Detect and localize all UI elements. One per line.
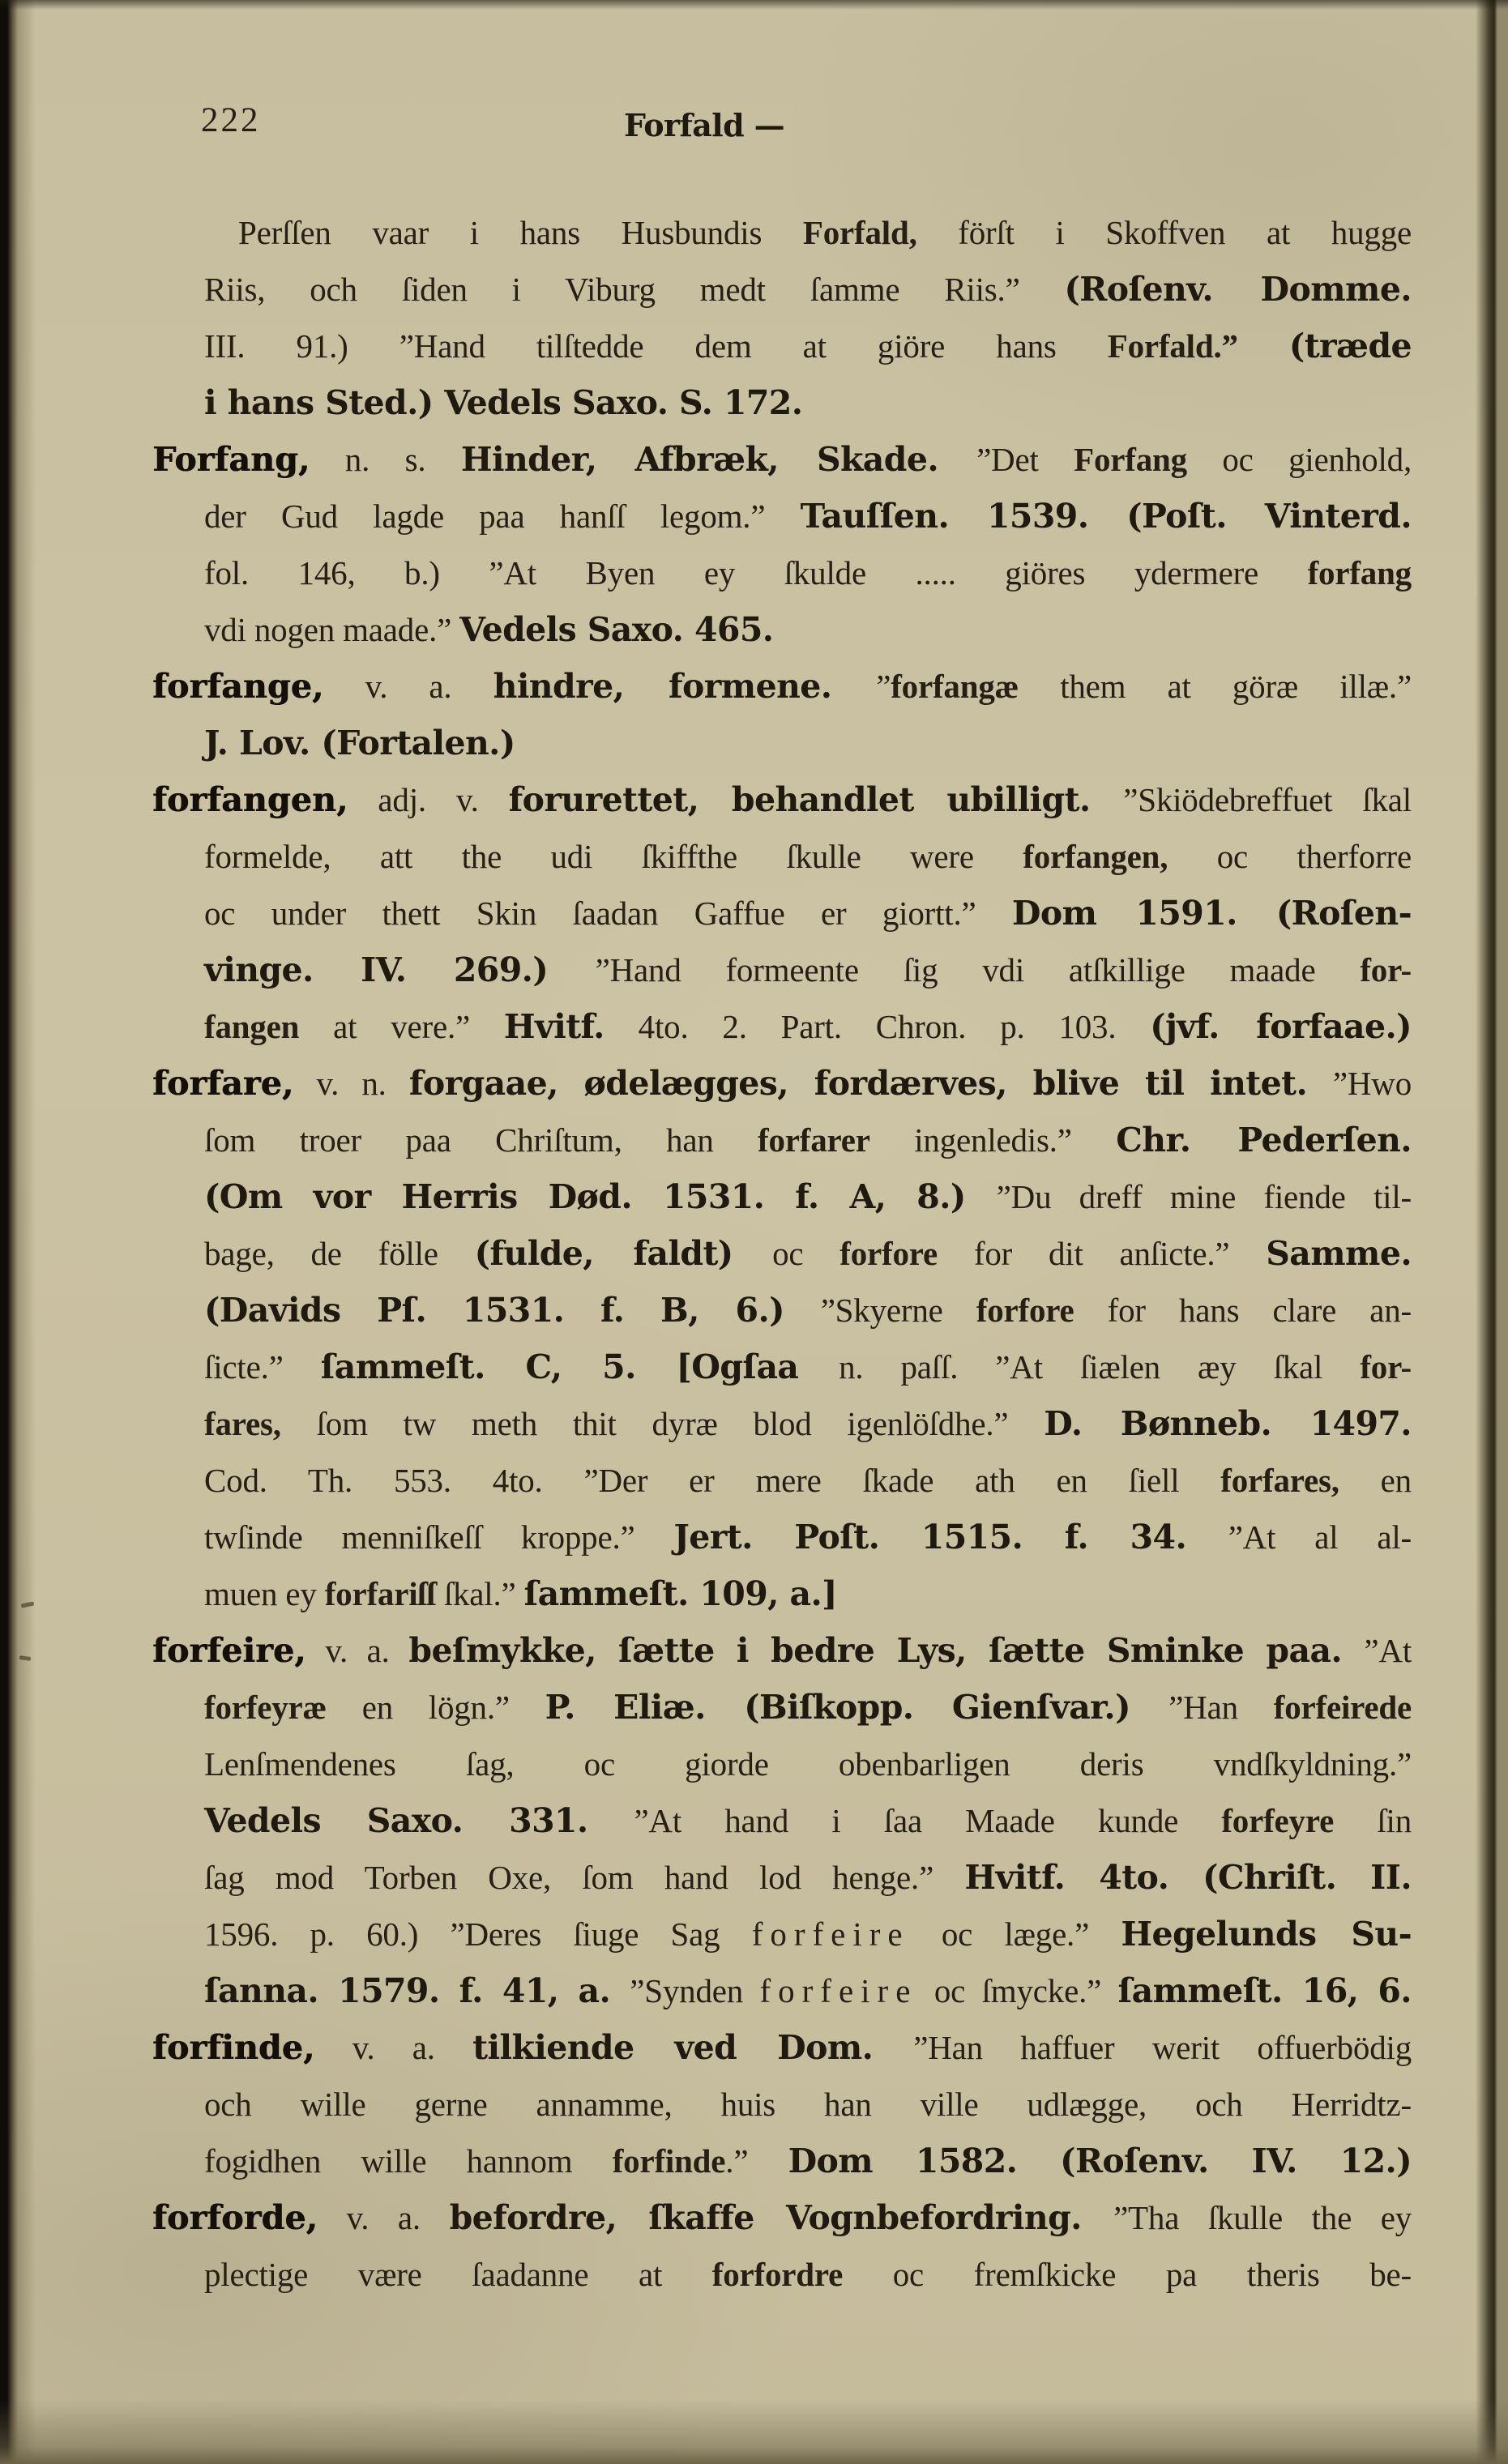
text-run: fol. 146, b.) ”At Byen ey ſkulde ..... giöres ydermere [204,554,1308,591]
text-run: ”Hwo [1332,1065,1412,1102]
text-run: 4to. 2. Part. Chron. p. 103. [604,1008,1151,1045]
text-run: oc fremſkicke pa theris be- [843,2256,1412,2293]
text-run: förſt i Skoffven at hugge [916,214,1412,251]
text-run: beſmykke, ſætte i bedre Lys, ſætte Sminke paa. [408,1631,1365,1670]
entry-headword: forfange, [152,667,324,706]
text-run: forgaae, ødelægges, fordærves, blive til intet. [408,1064,1333,1103]
page-edge-right [1476,0,1508,2464]
text-run: III. 91.) ”Hand tilſtedde dem at giöre hans [204,327,1108,365]
text-run: forfinde [612,2142,726,2180]
text-run: och wille gerne annamme, huis han ville udlægge, och Herridtz- [204,2086,1412,2123]
text-run: adj. v. [348,781,509,818]
text-run: ſkal.” [435,1575,524,1612]
text-run: ” [876,668,891,705]
text-run: forfeyre [1221,1802,1335,1839]
text-line [152,1225,1412,1282]
page-gutter-shadow [0,0,36,2464]
text-run: v. a. [318,2199,450,2236]
text-run: ”Tha ſkulle the ey [1113,2199,1412,2236]
text-line [152,715,1412,771]
text-run: Perſſen vaar i hans Husbundis [238,214,803,251]
text-line [152,1055,1412,1112]
text-run: v. a. [323,668,493,705]
page-number: 222 [201,101,261,139]
text-run: hindre, formene. [493,667,877,706]
text-run: ”At [1364,1632,1412,1669]
text-run: Tauſſen. 1539. (Poſt. Vinterd. [800,497,1412,536]
text-run: ſammeſt. C, 5. [Ogſaa [320,1347,839,1386]
text-run: 1596. p. 60.) ”Deres ſiuge Sag [204,1915,752,1953]
text-line [152,2133,1412,2189]
text-run: ſammeſt. 16, 6. [1117,1971,1412,2010]
text-line [152,1792,1412,1849]
text-run: Forfald.” [1107,327,1238,365]
text-line [152,1282,1412,1339]
text-line [152,658,1412,715]
text-run: forfeire [759,1972,918,2009]
running-header: Forfald — [624,107,785,143]
text-line [152,261,1412,318]
text-run: bage, de fölle [204,1235,475,1272]
text-run: Hegelunds Su- [1121,1915,1412,1954]
text-run: Hinder, Afbræk, Skade. [460,440,977,479]
text-run: P. Eliæ. (Biſkopp. Gienſvar.) [545,1688,1169,1727]
text-run: v. a. [314,2029,473,2066]
page-edge-top [0,0,1508,10]
text-run: ”Du dreff mine fiende til- [996,1178,1412,1215]
text-run: (fulde, faldt) [474,1234,773,1273]
text-run: oc under thett Skin ſaadan Gaffue er giortt.” [204,895,1012,932]
text-run: forfangæ [891,668,1019,705]
text-run: v. n. [293,1065,409,1102]
entry-headword: forfinde, [152,2028,315,2067]
text-line [152,431,1412,488]
text-run: for hans clare an- [1074,1292,1412,1329]
text-run: Hvitf. [503,1007,604,1046]
text-run: plectige være ſaadanne at [204,2256,712,2293]
text-run: Dom 1591. (Roſen- [1011,894,1412,933]
text-run: formelde, att the udi ſkiffthe ſkulle were [204,838,1023,875]
entry-headword: forforde, [152,2198,318,2237]
text-run: Cod. Th. 553. 4to. ”Der er mere ſkade ath en ſiell [204,1462,1221,1499]
text-run: them at göræ illæ.” [1019,668,1412,705]
text-run: i hans Sted.) Vedels Saxo. S. 172. [204,383,803,422]
text-line [152,828,1412,885]
text-run: oc læge.” [909,1915,1121,1953]
text-line [152,1622,1412,1679]
text-line [152,1679,1412,1736]
text-run: for dit anſicte.” [938,1235,1267,1272]
text-line [152,1112,1412,1168]
text-run: ”Han haffuer werit offuerbödig [913,2029,1412,2066]
text-line [152,488,1412,544]
text-line [152,998,1412,1055]
text-run [1238,327,1289,365]
text-run: ”Det [976,441,1074,478]
text-run: .” [725,2142,788,2180]
text-line [152,2019,1412,2076]
text-run: (træde [1288,327,1412,365]
text-run: oc therforre [1168,838,1412,875]
text-run: fogidhen wille hannom [204,2142,613,2180]
text-line [152,1339,1412,1395]
text-line [152,942,1412,998]
text-run: en [1339,1462,1412,1499]
entry-headword: forfare, [152,1064,294,1103]
text-run: forfore [839,1235,938,1272]
text-run: Forfald, [802,214,917,251]
text-line [152,318,1412,374]
text-line [152,1395,1412,1452]
text-run: Dom 1582. (Roſenv. IV. 12.) [788,2142,1412,2180]
text-line [152,1962,1412,2019]
text-run: n. paſſ. ”At ſiælen æy ſkal [839,1348,1361,1386]
text-run: ”Skyerne [820,1292,976,1329]
text-run: Lenſmendenes ſag, oc giorde obenbarligen deris vndſkyldning.” [204,1745,1412,1783]
text-line [152,2189,1412,2246]
text-run: n. s. [310,441,461,478]
text-run: befordre, ſkaffe Vognbefordring. [449,2198,1114,2237]
text-run: D. Bønneb. 1497. [1044,1404,1412,1443]
text-run: forfangen, [1023,838,1168,875]
text-line [152,1849,1412,1906]
text-run: (Davids Pſ. 1531. f. B, 6.) [204,1291,821,1330]
text-line [152,544,1412,601]
text-run: Riis, och ſiden i Viburg medt ſamme Riis.” [204,271,1065,308]
text-run: forfordre [711,2256,844,2293]
text-run: twſinde menniſkeſſ kroppe.” [204,1518,674,1556]
text-run: oc gienhold, [1186,441,1412,478]
text-run: vinge. IV. 269.) [204,950,596,989]
text-run: for- [1360,1348,1412,1386]
text-run: forfang [1307,554,1412,591]
text-line [152,2076,1412,2133]
text-run: ”Hand formeente ſig vdi atſkillige maade [595,951,1361,989]
text-run: (Om vor Herris Død. 1531. f. A, 8.) [204,1177,997,1216]
text-run: ſammeſt. 109, a.] [523,1574,837,1613]
text-run: ”Synden [630,1972,760,2009]
text-run: forfariſſ [324,1575,436,1612]
text-run: v. a. [305,1632,409,1669]
text-run: (jvf. forfaae.) [1150,1007,1412,1046]
text-block [152,204,1412,2303]
text-run: ingenledis.” [869,1121,1117,1159]
text-run: ſicte.” [204,1348,321,1386]
text-run: oc ſmycke.” [917,1972,1118,2009]
text-line [152,2246,1412,2303]
text-run: ”At al al- [1228,1518,1412,1556]
entry-headword: forfangen, [152,780,348,819]
text-run: for- [1360,951,1412,989]
text-line [152,601,1412,658]
text-run: ſanna. 1579. f. 41, a. [204,1971,630,2010]
text-line [152,374,1412,431]
text-line [152,1168,1412,1225]
text-run: at vere.” [299,1008,504,1045]
text-line [152,1906,1412,1962]
text-run: ”At hand i ſaa Maade kunde [634,1802,1222,1839]
text-run: forfarer [758,1121,870,1159]
text-run: oc [772,1235,840,1272]
text-run: vdi nogen maade.” [204,611,460,648]
text-run: der Gud lagde paa hanſſ legom.” [204,497,801,535]
text-line [152,771,1412,828]
text-run: ſin [1334,1802,1412,1839]
text-line [152,1452,1412,1509]
text-run: forurettet, behandlet ubilligt. [508,780,1124,819]
text-run: forfeirede [1273,1689,1412,1726]
text-run: ”Han [1168,1689,1274,1726]
text-run: Forfang [1074,441,1187,478]
text-run: ”Skiödebreffuet ſkal [1123,781,1412,818]
text-run: Jert. Poſt. 1515. f. 34. [673,1518,1228,1557]
text-run: Hvitf. 4to. (Chriſt. II. [964,1858,1412,1897]
text-run: J. Lov. (Fortalen.) [204,724,515,762]
text-run: Samme. [1266,1234,1412,1273]
text-run: ſom troer paa Chriſtum, han [204,1121,758,1159]
text-run: ſag mod Torben Oxe, ſom hand lod henge.” [204,1859,965,1896]
text-line [152,1736,1412,1792]
text-run: fangen [204,1008,300,1045]
text-run: tilkiende ved Dom. [472,2028,914,2067]
text-run: fares, [204,1405,281,1442]
text-run: en lögn.” [326,1689,545,1726]
text-run: forfeire [751,1915,910,1953]
text-line [152,204,1412,261]
text-run: forfeyræ [204,1689,327,1726]
text-line [152,1509,1412,1565]
text-run: muen ey [204,1575,325,1612]
page-edge-bottom [0,2399,1508,2464]
text-run: Vedels Saxo. 465. [459,610,774,649]
text-run: Chr. Pederſen. [1116,1121,1412,1159]
text-line [152,885,1412,942]
text-run: Vedels Saxo. 331. [204,1801,634,1840]
entry-headword: Forfang, [152,440,310,479]
text-line [152,1565,1412,1622]
text-run: ſom tw meth thit dyræ blod igenlöſdhe.” [280,1405,1044,1442]
text-run: forfore [976,1292,1074,1329]
text-run: (Roſenv. Domme. [1064,270,1412,309]
entry-headword: forfeire, [152,1631,306,1670]
text-run: forfares, [1220,1462,1339,1499]
